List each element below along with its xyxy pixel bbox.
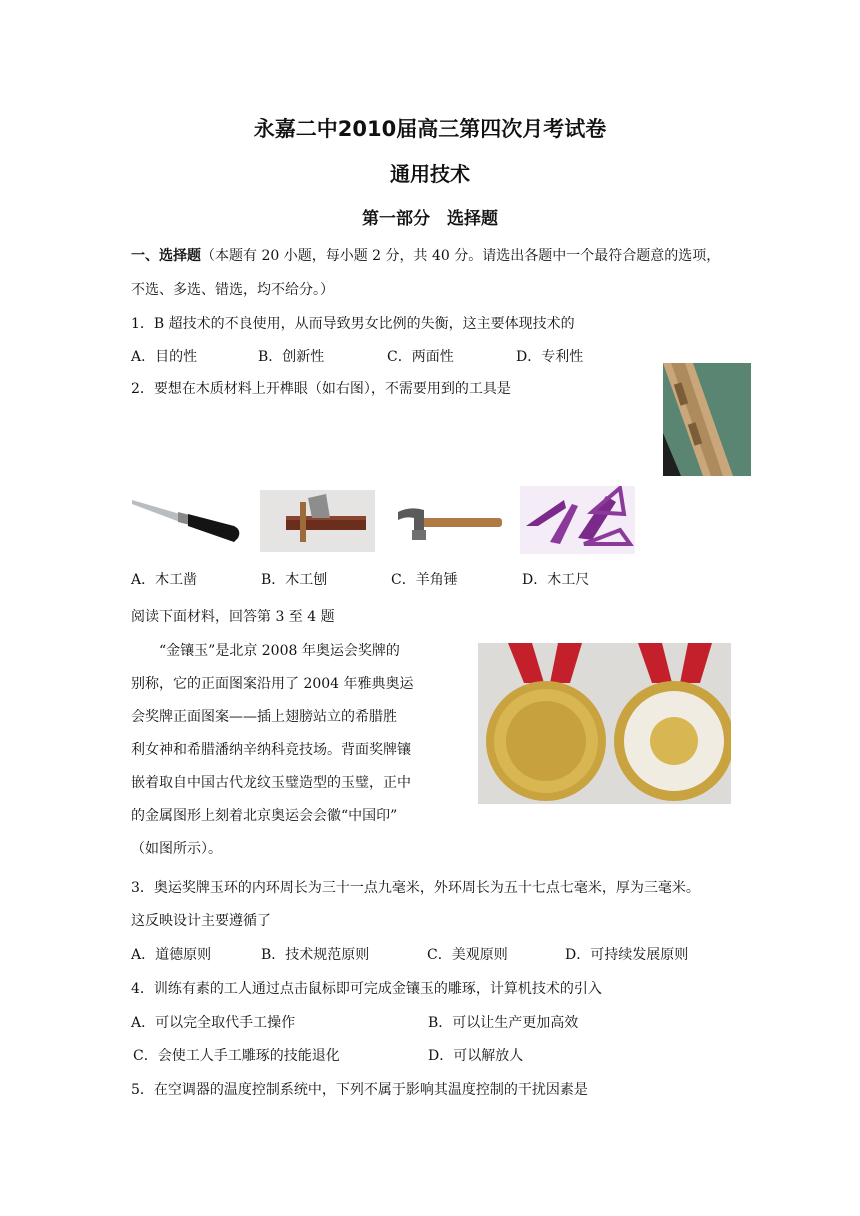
carpenter-ruler-image: [520, 486, 635, 554]
question-1-option-d: D．专利性: [516, 349, 584, 365]
section-instruction: [131, 246, 720, 266]
question-3-stem-line-1: 3．奥运奖牌玉环的内环周长为三十一点九毫米，外环周长为五十七点七毫米，厚为三毫米。: [131, 880, 700, 896]
mortise-photo: [663, 363, 751, 476]
question-1-option-c: C．两面性: [387, 349, 454, 365]
question-3-option-a: A．道德原则: [131, 947, 212, 963]
instruction-text-2: 不选、多选、错选，均不给分。）: [131, 282, 334, 298]
question-4-option-d: D．可以解放人: [428, 1048, 524, 1064]
question-3-option-b: B．技术规范原则: [261, 947, 370, 963]
question-2-option-b: B．木工刨: [261, 572, 328, 588]
question-4-stem: 4．训练有素的工人通过点击鼠标即可完成金镶玉的雕琢，计算机技术的引入: [131, 981, 602, 997]
instruction-text: （本题有 20 小题，每小题 2 分，共 40 分。请选出各题中一个最符合题意的选项，: [201, 248, 721, 264]
question-2-option-a: A．木工凿: [131, 572, 198, 588]
claw-hammer-image: [396, 500, 504, 546]
subject-title: 通用技术: [390, 162, 470, 186]
question-2-option-c: C．羊角锤: [391, 572, 458, 588]
question-2-option-d: D．木工尺: [522, 572, 590, 588]
material-passage: [131, 641, 441, 872]
question-4-option-c: C．会使工人手工雕琢的技能退化: [133, 1048, 340, 1064]
material-line-3: 会奖牌正面图案——插上翅膀站立的希腊胜: [131, 709, 397, 725]
question-4-option-b: B．可以让生产更加高效: [428, 1015, 579, 1031]
part-title: 第一部分 选择题: [362, 209, 498, 229]
material-line-2: 别称，它的正面图案沿用了 2004 年雅典奥运: [131, 676, 414, 692]
material-intro: 阅读下面材料，回答第 3 至 4 题: [131, 609, 335, 625]
question-3-option-c: C．美观原则: [427, 947, 508, 963]
question-1-option-b: B．创新性: [258, 349, 325, 365]
olympic-medal-photo: [478, 643, 731, 804]
question-5-stem: 5．在空调器的温度控制系统中，下列不属于影响其温度控制的干扰因素是: [131, 1082, 588, 1098]
question-1-option-a: A．目的性: [131, 349, 198, 365]
chisel-image: [130, 492, 242, 546]
material-line-5: 嵌着取自中国古代龙纹玉璧造型的玉璧，正中: [131, 775, 411, 791]
material-line-4: 利女神和希腊潘纳辛纳科竞技场。背面奖牌镶: [131, 742, 411, 758]
question-3-stem-line-2: 这反映设计主要遵循了: [131, 913, 271, 929]
question-1-stem: 1．B 超技术的不良使用，从而导致男女比例的失衡，这主要体现技术的: [131, 316, 575, 332]
section-heading: 一、选择题: [131, 248, 201, 264]
plane-image: [260, 490, 375, 552]
material-line-6: 的金属图形上刻着北京奥运会会徽“中国印”: [131, 808, 398, 824]
exam-title: 永嘉二中2010届高三第四次月考试卷: [253, 117, 607, 141]
question-3-option-d: D．可持续发展原则: [565, 947, 689, 963]
material-line-1: “金镶玉”是北京 2008 年奥运会奖牌的: [159, 643, 400, 659]
question-4-option-a: A．可以完全取代手工操作: [131, 1015, 296, 1031]
material-line-7: （如图所示）。: [131, 841, 222, 857]
question-2-stem: 2．要想在木质材料上开榫眼（如右图），不需要用到的工具是: [131, 381, 511, 397]
